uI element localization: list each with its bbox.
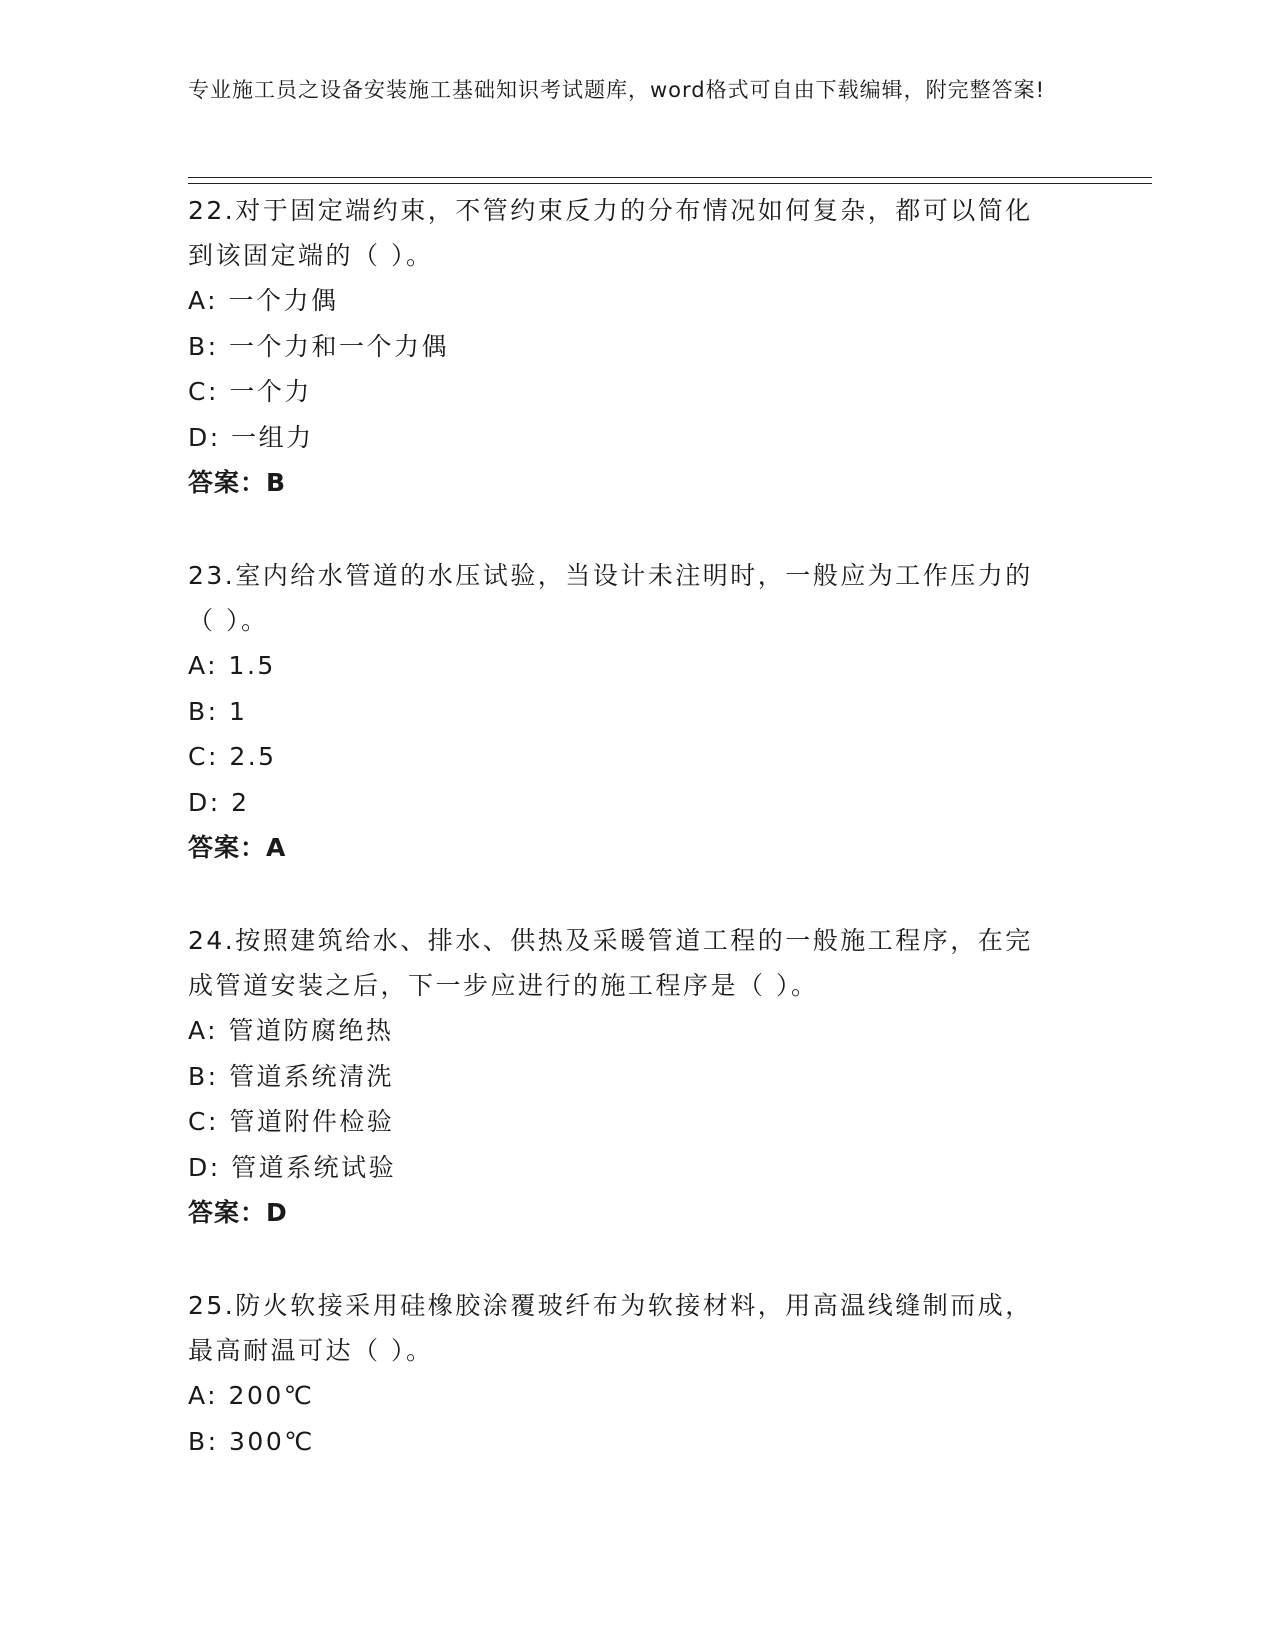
question-stem-line: 到该固定端的（ ）。 xyxy=(188,241,434,270)
question-stem-line: 22.对于固定端约束，不管约束反力的分布情况如何复杂，都可以简化 xyxy=(188,196,1033,225)
option-a: A: 管道防腐绝热 xyxy=(188,1016,394,1045)
option-a: A: 一个力偶 xyxy=(188,286,339,315)
question-23 xyxy=(188,553,1088,870)
question-stem-line: 24.按照建筑给水、排水、供热及采暖管道工程的一般施工程序，在完 xyxy=(188,926,1033,955)
option-c: C: 一个力 xyxy=(188,377,312,406)
option-b: B: 管道系统清洗 xyxy=(188,1061,395,1091)
question-stem-line: 成管道安装之后，下一步应进行的施工程序是（ ）。 xyxy=(188,971,819,1000)
answer-label: 答案：D xyxy=(188,1198,288,1227)
header-divider-bottom xyxy=(188,183,1152,184)
option-d: D: 2 xyxy=(188,787,250,817)
question-22 xyxy=(188,188,1088,505)
header-divider-top xyxy=(188,177,1152,178)
option-c: C: 2.5 xyxy=(188,742,277,771)
question-25 xyxy=(188,1283,1088,1464)
answer-label: 答案：B xyxy=(188,468,287,497)
question-stem-line: 25.防火软接采用硅橡胶涂覆玻纤布为软接材料，用高温线缝制而成， xyxy=(188,1291,1033,1320)
answer-label: 答案：A xyxy=(188,833,287,862)
option-b: B: 300℃ xyxy=(188,1426,315,1456)
option-d: D: 管道系统试验 xyxy=(188,1152,397,1182)
option-b: B: 1 xyxy=(188,696,248,726)
question-stem-line: （ ）。 xyxy=(188,606,269,635)
option-b: B: 一个力和一个力偶 xyxy=(188,331,450,361)
question-24 xyxy=(188,918,1088,1235)
question-stem-line: 最高耐温可达（ ）。 xyxy=(188,1336,434,1365)
option-c: C: 管道附件检验 xyxy=(188,1107,395,1136)
option-a: A: 1.5 xyxy=(188,651,276,680)
document-header: 专业施工员之设备安装施工基础知识考试题库，word格式可自由下载编辑，附完整答案! xyxy=(188,78,1046,102)
option-a: A: 200℃ xyxy=(188,1381,315,1410)
question-stem-line: 23.室内给水管道的水压试验，当设计未注明时，一般应为工作压力的 xyxy=(188,561,1033,590)
option-d: D: 一组力 xyxy=(188,422,314,452)
